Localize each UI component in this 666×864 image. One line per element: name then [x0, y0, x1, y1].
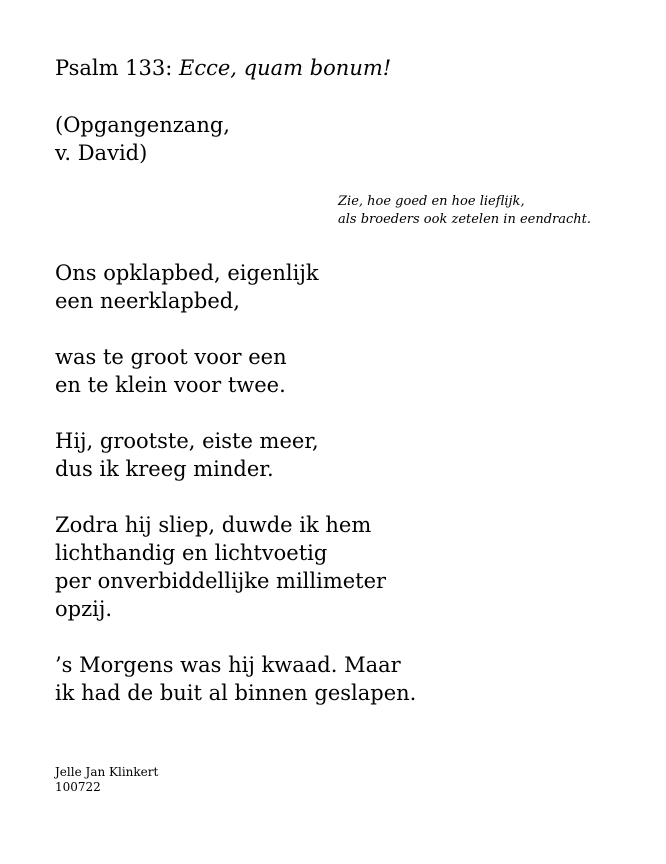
epigraph-line: als broeders ook zetelen in eendracht.: [338, 212, 591, 227]
title-prefix: Psalm 133:: [55, 56, 180, 80]
poem-line: Ons opklapbed, eigenlijk: [55, 261, 319, 285]
poem-line: Hij, grootste, eiste meer,: [55, 429, 319, 453]
author-name: Jelle Jan Klinkert: [55, 765, 159, 779]
poem-line: was te groot voor een: [55, 345, 287, 369]
stanza: [55, 343, 416, 399]
poem-line: een neerklapbed,: [55, 289, 240, 313]
signature: [55, 765, 158, 795]
stanza: [55, 511, 416, 623]
poem-title: [55, 54, 391, 82]
poem-line: dus ik kreeg minder.: [55, 457, 274, 481]
poem-line: lichthandig en lichtvoetig: [55, 541, 328, 565]
epigraph: [338, 193, 591, 229]
stanza: [55, 651, 416, 707]
poem-body: [55, 259, 416, 735]
stanza: [55, 259, 416, 315]
subtitle-line: (Opgangenzang,: [55, 113, 230, 137]
poem-line: ’s Morgens was hij kwaad. Maar: [55, 653, 401, 677]
stanza: [55, 427, 416, 483]
subtitle-line: v. David): [55, 141, 148, 165]
poem-line: Zodra hij sliep, duwde ik hem: [55, 513, 372, 537]
poem-line: opzij.: [55, 597, 113, 621]
epigraph-line: Zie, hoe goed en hoe lieflijk,: [338, 194, 525, 209]
date-code: 100722: [55, 780, 101, 794]
poem-line: en te klein voor twee.: [55, 373, 286, 397]
title-latin: Ecce, quam bonum!: [179, 56, 392, 80]
poem-line: ik had de buit al binnen geslapen.: [55, 681, 417, 705]
poem-line: per onverbiddellijke millimeter: [55, 569, 387, 593]
poem-subtitle: [55, 111, 230, 167]
